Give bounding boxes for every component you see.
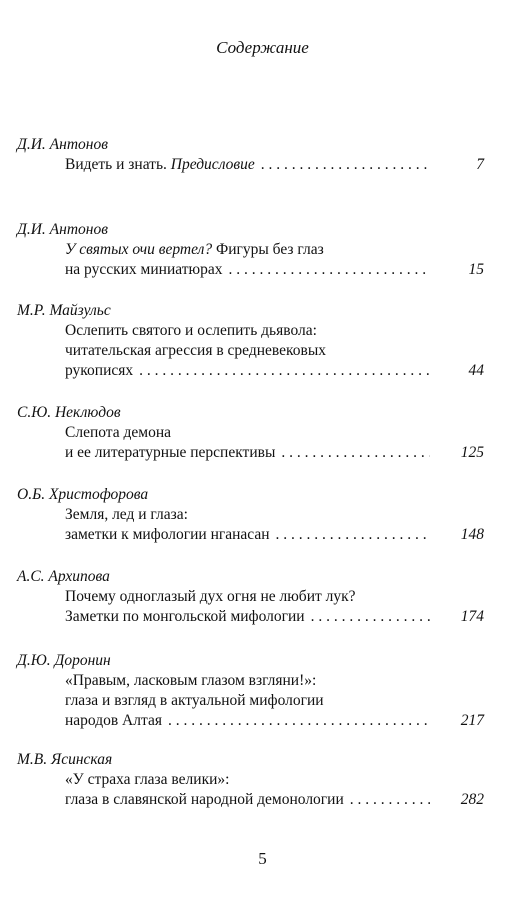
entry-last-line (65, 444, 484, 462)
entry-author: О.Б. Христофорова (17, 486, 149, 503)
entry-author: Д.И. Антонов (17, 221, 108, 238)
entry-title-plain: рукописях (65, 362, 134, 379)
entry-title-plain: Заметки по монгольской мифологии (65, 608, 305, 625)
entry-title-text: читательская агрессия в средневековых (65, 342, 327, 359)
entry-title-text: «Правым, ласковым глазом взгляни!»: (65, 672, 317, 689)
entry-title-text: Земля, лед и глаза: (65, 506, 188, 523)
entry-title-plain: на русских миниатюрах (65, 261, 223, 278)
entry-title-text: Слепота демона (65, 424, 172, 441)
entry-title-line (65, 588, 484, 606)
entry-author: М.В. Ясинская (17, 751, 113, 768)
entry-title-text: глаза и взгляд в актуальной мифологии (65, 692, 324, 709)
entry-author: А.С. Архипова (17, 568, 110, 585)
entry-title-text (65, 362, 133, 380)
entry-author: Д.Ю. Доронин (17, 652, 111, 669)
entry-title-italic: Предисловие (170, 156, 255, 173)
entry-last-line (65, 712, 484, 730)
entry-page-number: 125 (460, 444, 484, 461)
entry-last-line (65, 362, 484, 380)
entry-title-text: Ослепить святого и ослепить дьявола: (65, 322, 317, 339)
entry-page-number: 44 (468, 362, 484, 379)
entry-title-line (65, 342, 484, 360)
entry-title-text (65, 712, 162, 730)
entry-title-text (65, 156, 255, 174)
dot-leader (228, 261, 430, 279)
entry-title-line (65, 322, 484, 340)
entry-title-plain: и ее литературные перспективы (65, 444, 276, 461)
entry-page-number: 282 (460, 791, 484, 808)
entry-title-line (65, 692, 484, 710)
entry-title-plain: заметки к мифологии нганасан (65, 526, 270, 543)
page-number: 5 (258, 849, 267, 868)
entry-author: С.Ю. Неклюдов (17, 404, 121, 421)
entry-author: М.Р. Майзульс (17, 302, 111, 319)
entry-title-text (65, 444, 275, 462)
entry-title-text (65, 608, 305, 626)
entry-last-line (65, 608, 484, 626)
entry-title-line (65, 771, 484, 789)
entry-title-line (65, 672, 484, 690)
dot-leader (139, 362, 430, 380)
entry-title-text: «У страха глаза велики»: (65, 771, 230, 788)
entry-last-line (65, 791, 484, 809)
entry-title-text: Фигуры без глаз (215, 241, 324, 258)
entry-title-text (65, 261, 222, 279)
dot-leader (261, 156, 430, 174)
entry-author: Д.И. Антонов (17, 136, 108, 153)
dot-leader (281, 444, 430, 462)
dot-leader (276, 526, 430, 544)
page-heading: Содержание (216, 38, 309, 57)
entry-title-plain: народов Алтая (65, 712, 162, 729)
entry-page-number: 217 (460, 712, 484, 729)
entry-title-italic: У святых очи вертел? (65, 241, 213, 258)
entry-title-text (65, 526, 270, 544)
entry-title-text (65, 791, 344, 809)
entry-page-number: 7 (476, 156, 484, 173)
entry-last-line (65, 261, 484, 279)
entry-page-number: 15 (468, 261, 484, 278)
entry-last-line (65, 526, 484, 544)
entry-title-line (65, 506, 484, 524)
entry-last-line (65, 156, 484, 174)
entry-title-plain: глаза в славянской народной демонологии (65, 791, 344, 808)
entry-title-plain: Видеть и знать. (65, 156, 167, 173)
entry-page-number: 174 (460, 608, 484, 625)
entry-title-line (65, 424, 484, 442)
entry-page-number: 148 (460, 526, 484, 543)
dot-leader (350, 791, 430, 809)
dot-leader (168, 712, 430, 730)
entry-title-line (65, 241, 484, 259)
dot-leader (311, 608, 430, 626)
entry-title-text: Почему одноглазый дух огня не любит лук? (65, 588, 356, 605)
